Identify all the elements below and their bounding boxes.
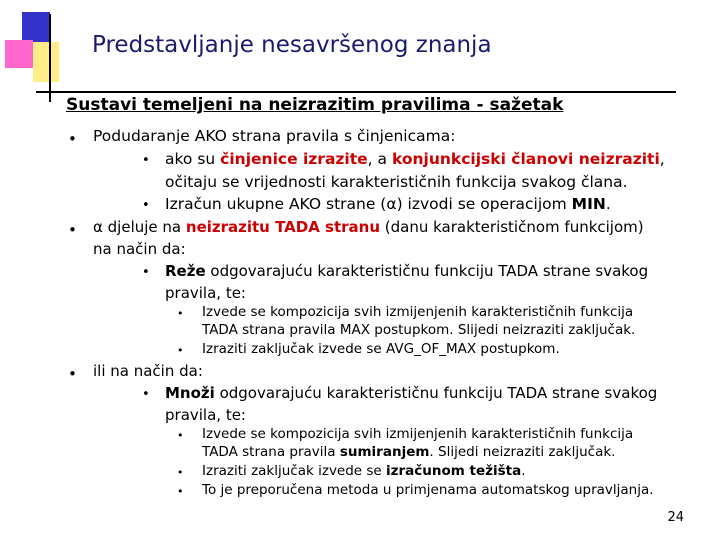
bullet-2a1-text: Izvede se kompozicija svih izmijenjenih karakterističnih funkcija	[202, 304, 634, 320]
bullet-1a-line2: očitaju se vrijednosti karakterističnih funkcija svakog člana.	[165, 173, 628, 191]
bullet-3a-line2: pravila, te:	[165, 406, 246, 424]
bullet-3a-text: Množi odgovarajuću karakterističnu funkciju TADA strane svakog	[165, 384, 658, 402]
bullet-icon: •	[142, 153, 150, 168]
bullet-2a-text: Reže odgovarajuću karakterističnu funkciju TADA strane svakog	[165, 262, 649, 280]
bullet-1-text: Podudaranje AKO strana pravila s činjenicama:	[93, 127, 456, 145]
slide-subtitle: Sustavi temeljeni na neizrazitim pravilima - sažetak	[66, 95, 564, 115]
slide-title: Predstavljanje nesavršenog znanja	[92, 32, 492, 58]
bullet-2-text: α djeluje na neizrazitu TADA stranu (danu karakterističnom funkcijom)	[93, 218, 644, 236]
bullet-icon: •	[177, 429, 184, 442]
deco-pink-square	[5, 40, 33, 68]
bullet-icon: •	[177, 466, 184, 479]
bullet-icon: •	[142, 265, 150, 280]
bullet-3a1-text: Izvede se kompozicija svih izmijenjenih karakterističnih funkcija	[202, 426, 634, 442]
deco-vertical-line	[49, 14, 51, 102]
bullet-icon: •	[142, 387, 150, 402]
bullet-3a3-text: To je preporučena metoda u primjenama automatskog upravljanja.	[202, 482, 654, 498]
deco-blue-square	[22, 12, 50, 42]
bullet-1a-text: ako su činjenice izrazite, a konjunkcijski članovi neizraziti,	[165, 150, 665, 168]
bullet-2a-line2: pravila, te:	[165, 284, 246, 302]
bullet-icon: •	[68, 365, 77, 383]
bullet-icon: •	[177, 485, 184, 498]
bullet-2a1-line2: TADA strana pravila MAX postupkom. Slijedi neizraziti zaključak.	[202, 322, 636, 338]
bullet-1b-text: Izračun ukupne AKO strane (α) izvodi se operacijom MIN.	[165, 195, 611, 213]
deco-yellow-square	[33, 42, 59, 82]
bullet-icon: •	[142, 198, 150, 213]
bullet-icon: •	[177, 344, 184, 357]
title-underline	[36, 91, 676, 93]
bullet-2-line2: na način da:	[93, 240, 186, 258]
bullet-3a1-line2: TADA strana pravila sumiranjem. Slijedi neizraziti zaključak.	[202, 444, 616, 460]
page-number: 24	[667, 510, 684, 525]
bullet-3a2-text: Izraziti zaključak izvede se izračunom težišta.	[202, 463, 526, 479]
bullet-2a2-text: Izraziti zaključak izvede se AVG_OF_MAX postupkom.	[202, 341, 560, 357]
bullet-icon: •	[68, 221, 77, 239]
bullet-3-text: ili na način da:	[93, 362, 203, 380]
bullet-icon: •	[177, 307, 184, 320]
bullet-icon: •	[68, 130, 77, 148]
